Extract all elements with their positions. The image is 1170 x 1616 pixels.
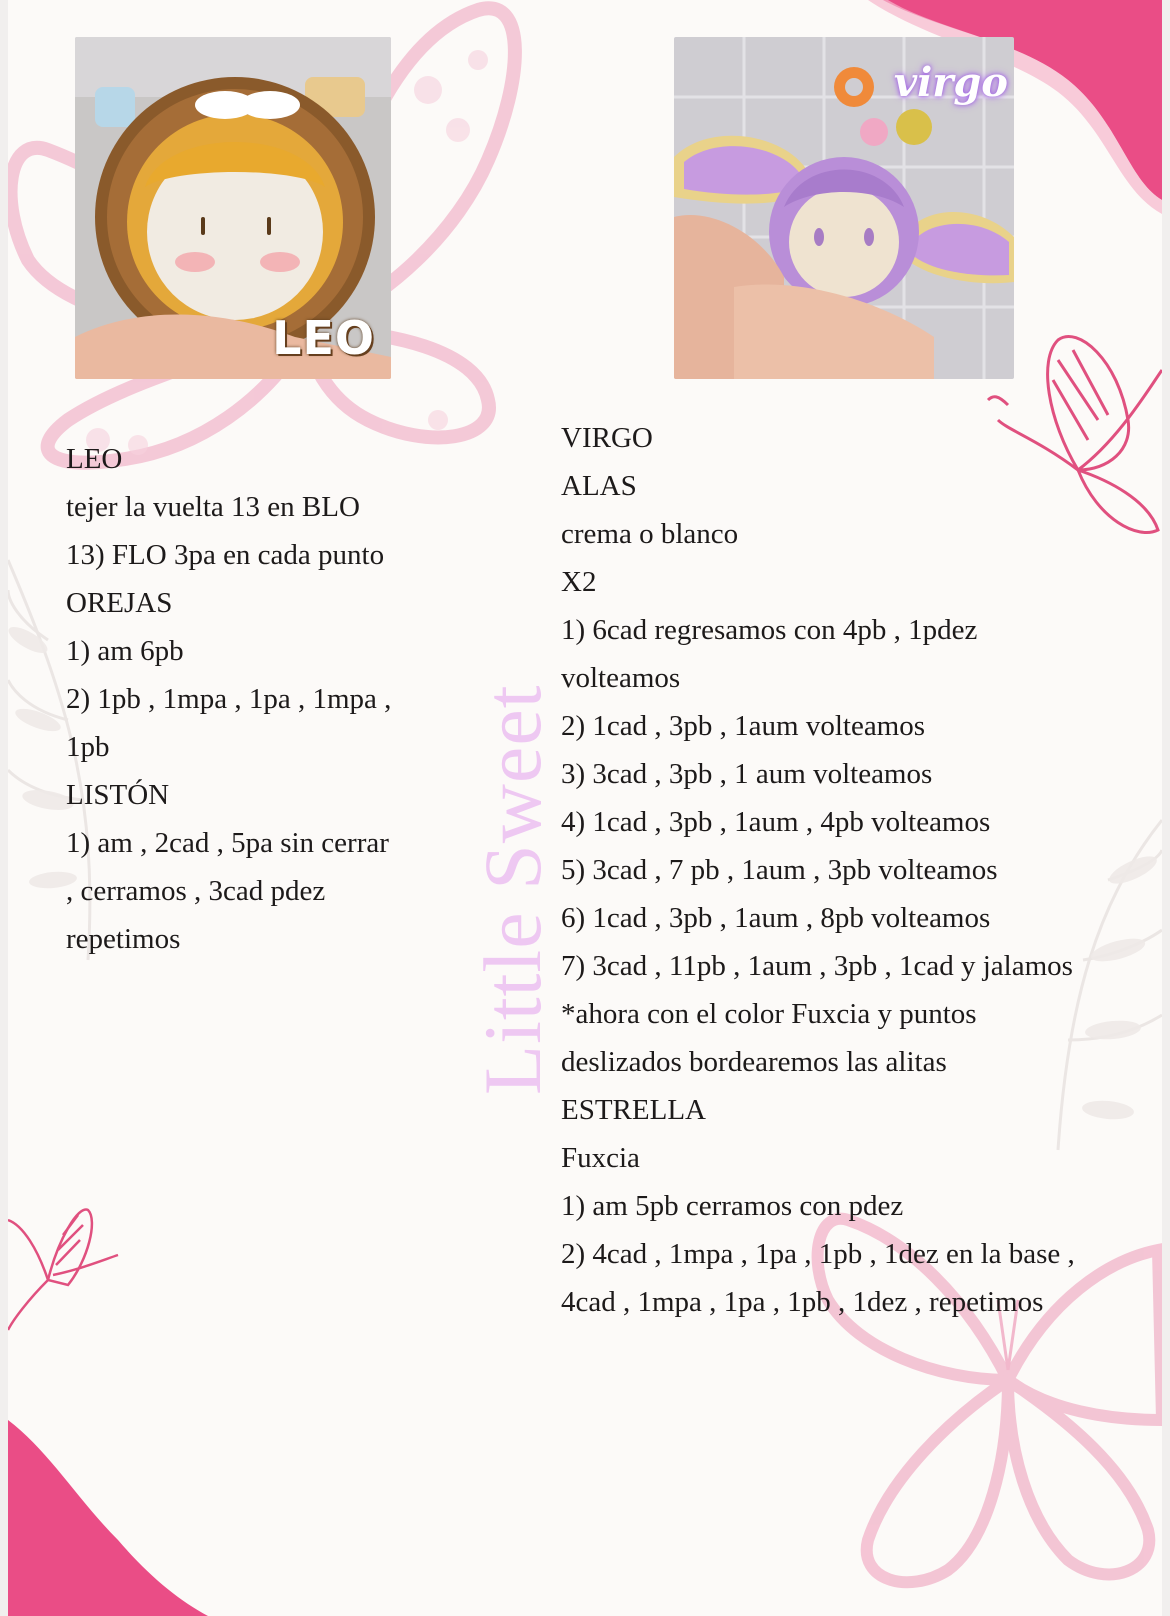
butterfly-icon-left (8, 1210, 118, 1330)
leo-line: 2) 1pb , 1mpa , 1pa , 1mpa , (66, 683, 392, 715)
virgo-line: 4) 1cad , 3pb , 1aum , 4pb volteamos (561, 806, 991, 838)
virgo-line: ALAS (561, 470, 637, 502)
virgo-line: 6) 1cad , 3pb , 1aum , 8pb volteamos (561, 902, 991, 934)
leo-line: repetimos (66, 923, 181, 955)
leo-line: 13) FLO 3pa en cada punto (66, 539, 385, 571)
virgo-photo-label: virgo (893, 59, 1008, 106)
virgo-line: volteamos (561, 662, 681, 694)
leo-photo-label: LEO (272, 311, 375, 365)
virgo-line: *ahora con el color Fuxcia y puntos (561, 998, 977, 1030)
virgo-instructions (561, 414, 1075, 1326)
leo-photo (75, 37, 391, 379)
leo-line: tejer la vuelta 13 en BLO (66, 491, 360, 523)
virgo-line: 3) 3cad , 3pb , 1 aum volteamos (561, 758, 933, 790)
leo-line: 1) am 6pb (66, 635, 184, 667)
corner-blob-bottom-left (8, 1420, 208, 1616)
virgo-photo (674, 37, 1014, 379)
virgo-line: crema o blanco (561, 518, 739, 550)
leo-line: 1pb (66, 731, 110, 763)
virgo-line: deslizados bordearemos las alitas (561, 1046, 947, 1078)
leo-line: OREJAS (66, 587, 173, 619)
watermark-text: Little Sweet (467, 684, 558, 1095)
virgo-line: X2 (561, 566, 597, 598)
virgo-line: 7) 3cad , 11pb , 1aum , 3pb , 1cad y jalamos (561, 950, 1073, 982)
virgo-line: 4cad , 1mpa , 1pa , 1pb , 1dez , repetimos (561, 1286, 1044, 1318)
virgo-line: VIRGO (561, 422, 653, 454)
leo-line: 1) am , 2cad , 5pa sin cerrar (66, 827, 389, 859)
leo-instructions (66, 435, 391, 963)
virgo-line: 2) 1cad , 3pb , 1aum volteamos (561, 710, 926, 742)
leo-line: , cerramos , 3cad pdez (66, 875, 326, 907)
virgo-line: 2) 4cad , 1mpa , 1pa , 1pb , 1dez en la base , (561, 1238, 1075, 1270)
virgo-line: ESTRELLA (561, 1094, 706, 1126)
virgo-line: 5) 3cad , 7 pb , 1aum , 3pb volteamos (561, 854, 998, 886)
virgo-line: 1) 6cad regresamos con 4pb , 1pdez (561, 614, 978, 646)
leo-line: LEO (66, 443, 123, 475)
recipe-page (8, 0, 1162, 1616)
virgo-line: 1) am 5pb cerramos con pdez (561, 1190, 904, 1222)
leo-line: LISTÓN (66, 779, 170, 811)
virgo-line: Fuxcia (561, 1142, 640, 1174)
